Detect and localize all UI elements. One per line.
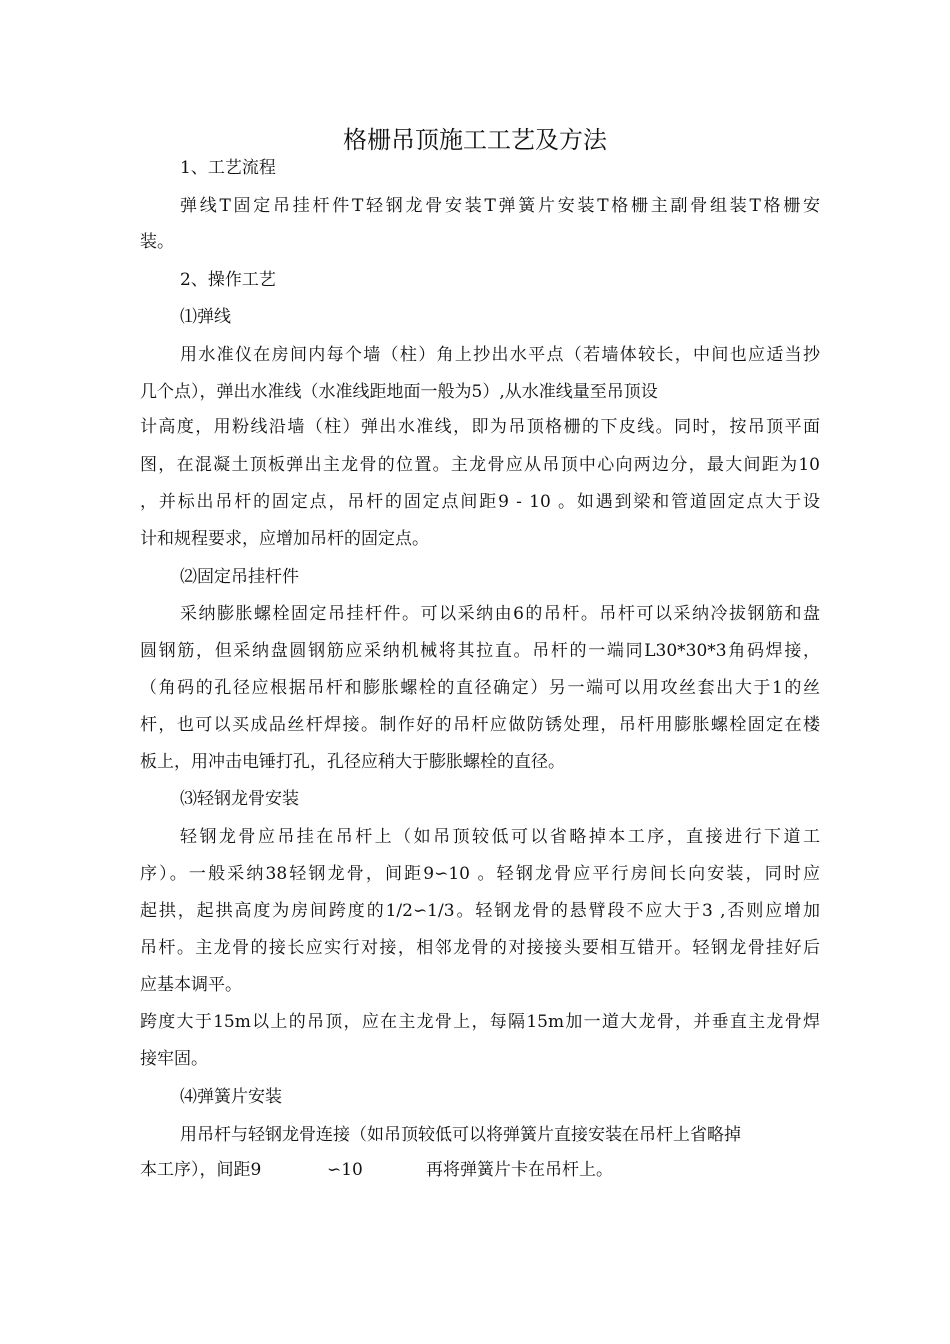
paragraph-line: 吊杆。主龙骨的接长应实行对接，相邻龙骨的对接接头要相互错开。轻钢龙骨挂好后: [140, 938, 820, 958]
paragraph-fragment: 本工序），间距9: [140, 1160, 262, 1180]
paragraph-fragment: ∽10: [327, 1160, 363, 1180]
paragraph-line: 跨度大于15m以上的吊顶，应在主龙骨上，每隔15m加一道大龙骨，并垂直主龙骨焊: [140, 1012, 820, 1032]
paragraph-line: 装。: [140, 232, 174, 252]
section-heading-process-flow: 1、工艺流程: [180, 158, 276, 178]
paragraph-line: 起拱，起拱高度为房间跨度的1/2∽1/3。轻钢龙骨的悬臂段不应大于3 ,否则应增加: [140, 901, 820, 921]
paragraph-line: 杆，也可以买成品丝杆焊接。制作好的吊杆应做防锈处理，吊杆用膨胀螺栓固定在楼: [140, 715, 820, 735]
paragraph-line: 采纳膨胀螺栓固定吊挂杆件。可以采纳由6的吊杆。吊杆可以采纳冷拔钢筋和盘: [180, 604, 820, 624]
paragraph-line: 计和规程要求，应增加吊杆的固定点。: [140, 529, 429, 549]
paragraph-line: 板上，用冲击电锤打孔，孔径应稍大于膨胀螺栓的直径。: [140, 752, 565, 772]
paragraph-line: 弹线T固定吊挂杆件T轻钢龙骨安装T弹簧片安装T格栅主副骨组装T格栅安: [180, 196, 820, 216]
paragraph-fragment: 再将弹簧片卡在吊杆上。: [426, 1160, 613, 1180]
subsection-heading-keel-install: ⑶轻钢龙骨安装: [180, 789, 299, 809]
subsection-heading-hanger-rods: ⑵固定吊挂杆件: [180, 567, 299, 587]
paragraph-line: ，并标出吊杆的固定点，吊杆的固定点间距9 - 10 。如遇到梁和管道固定点大于设: [140, 492, 820, 512]
subsection-heading-spring-clip: ⑷弹簧片安装: [180, 1087, 282, 1107]
paragraph-line: 几个点），弹出水准线（水准线距地面一般为5）,从水准线量至吊顶设: [140, 382, 658, 402]
paragraph-line: 轻钢龙骨应吊挂在吊杆上（如吊顶较低可以省略掉本工序，直接进行下道工: [180, 827, 820, 847]
paragraph-line: 用吊杆与轻钢龙骨连接（如吊顶较低可以将弹簧片直接安装在吊杆上省略掉: [180, 1125, 741, 1145]
paragraph-line: 接牢固。: [140, 1049, 208, 1069]
paragraph-line: 圆钢筋，但采纳盘圆钢筋应采纳机械将其拉直。吊杆的一端同L30*30*3角码焊接，: [140, 641, 820, 661]
paragraph-line: 用水准仪在房间内每个墙（柱）角上抄出水平点（若墙体较长，中间也应适当抄: [180, 345, 820, 365]
document-title: 格栅吊顶施工工艺及方法: [343, 126, 607, 155]
paragraph-line: 应基本调平。: [140, 975, 242, 995]
paragraph-line: 计高度，用粉线沿墙（柱）弹出水准线，即为吊顶格栅的下皮线。同时，按吊顶平面: [140, 417, 820, 437]
paragraph-line: （角码的孔径应根据吊杆和膨胀螺栓的直径确定）另一端可以用攻丝套出大于1的丝: [140, 678, 820, 698]
paragraph-line: 序）。一般采纳38轻钢龙骨，间距9∽10 。轻钢龙骨应平行房间长向安装，同时应: [140, 864, 820, 884]
paragraph-line: 图，在混凝土顶板弹出主龙骨的位置。主龙骨应从吊顶中心向两边分，最大间距为10: [140, 455, 820, 475]
section-heading-operation: 2、操作工艺: [180, 270, 276, 290]
subsection-heading-snap-line: ⑴弹线: [180, 307, 231, 327]
